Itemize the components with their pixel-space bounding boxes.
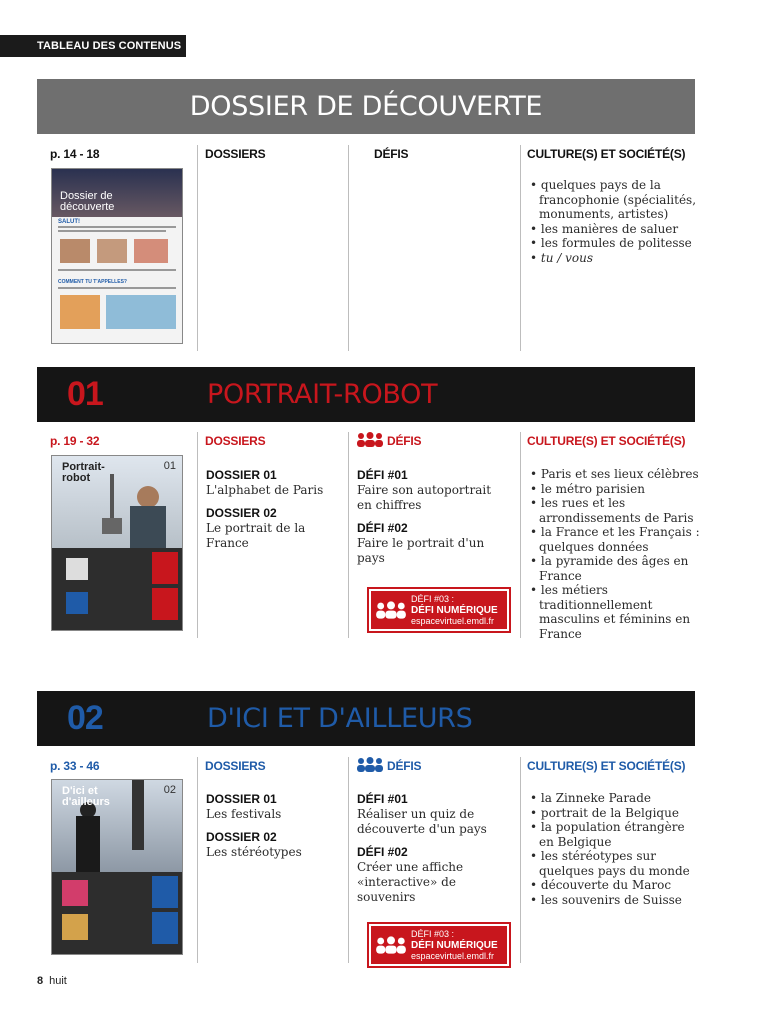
unit1-defi-numerique-button[interactable] <box>367 587 511 633</box>
discovery-culture-list <box>530 178 700 265</box>
defi-head: DÉFI #01 <box>357 468 408 482</box>
defi-head: DÉFI #02 <box>357 521 408 535</box>
unit2-dossiers-head: DOSSIERS <box>205 759 266 773</box>
unit1-banner <box>37 367 695 422</box>
page-number: 8 <box>37 975 44 987</box>
unit2-culture-list <box>530 791 700 907</box>
people-icon <box>356 432 384 447</box>
people-icon <box>375 599 407 621</box>
divider <box>348 145 349 351</box>
culture-item: • la population étrangère en Belgique <box>530 820 700 849</box>
discovery-pages: p. 14 - 18 <box>50 147 100 161</box>
unit2-dossiers <box>206 792 336 868</box>
cover-rappelles: COMMENT TU T'APPELLES? <box>58 279 127 285</box>
divider <box>348 757 349 963</box>
unit2-number: 02 <box>67 699 103 737</box>
culture-item: • découverte du Maroc <box>530 878 700 893</box>
divider <box>197 145 198 351</box>
unit1-dossiers-head: DOSSIERS <box>205 434 266 448</box>
discovery-culture-head: CULTURE(S) ET SOCIÉTÉ(S) <box>527 147 686 161</box>
numerique-line1: DÉFI #03 : <box>411 928 455 939</box>
divider <box>197 432 198 638</box>
page-footer <box>37 975 67 987</box>
culture-item: • les métiers traditionnellement masculins et féminins en France <box>530 583 700 641</box>
culture-item: • le métro parisien <box>530 482 700 497</box>
dossier-text: Les stéréotypes <box>206 845 302 859</box>
dossier-head: DOSSIER 01 <box>206 468 277 482</box>
numerique-link[interactable]: espacevirtuel.emdl.fr <box>411 950 495 961</box>
divider <box>197 757 198 963</box>
numerique-line1: DÉFI #03 : <box>411 593 455 604</box>
discovery-banner <box>37 79 695 134</box>
divider <box>520 145 521 351</box>
culture-item: • les souvenirs de Suisse <box>530 893 700 908</box>
culture-item: • portrait de la Belgique <box>530 806 700 821</box>
dossier-head: DOSSIER 01 <box>206 792 277 806</box>
divider <box>520 757 521 963</box>
unit2-banner <box>37 691 695 746</box>
unit1-title: PORTRAIT-ROBOT <box>207 379 438 410</box>
culture-item: • les rues et les arrondissements de Paris <box>530 496 700 525</box>
dossier-text: Le portrait de la France <box>206 521 306 550</box>
unit2-defis <box>357 792 497 913</box>
culture-item: • la France et les Français : quelques données <box>530 525 700 554</box>
defi-head: DÉFI #01 <box>357 792 408 806</box>
cover-title: Portrait-robot <box>62 461 105 484</box>
unit2-pages: p. 33 - 46 <box>50 759 100 773</box>
unit2-defi-numerique-button[interactable] <box>367 922 511 968</box>
numerique-line2: DÉFI NUMÉRIQUE <box>411 939 498 951</box>
people-icon <box>356 757 384 772</box>
unit1-culture-head: CULTURE(S) ET SOCIÉTÉ(S) <box>527 434 686 448</box>
unit1-culture-list <box>530 467 700 641</box>
unit2-cover <box>51 779 183 955</box>
cover-salut: SALUT! <box>58 219 80 225</box>
culture-item: • Paris et ses lieux célèbres <box>530 467 700 482</box>
cover-title: D'ici et d'ailleurs <box>62 785 110 808</box>
unit2-culture-head: CULTURE(S) ET SOCIÉTÉ(S) <box>527 759 686 773</box>
unit2-title: D'ICI ET D'AILLEURS <box>207 703 473 734</box>
discovery-dossiers-head: DOSSIERS <box>205 147 266 161</box>
dossier-head: DOSSIER 02 <box>206 506 277 520</box>
defis-label: DÉFIS <box>387 759 422 773</box>
unit1-pages: p. 19 - 32 <box>50 434 100 448</box>
defis-label: DÉFIS <box>387 434 422 448</box>
divider <box>348 432 349 638</box>
cover-title: Dossier de découverte <box>60 190 115 213</box>
numerique-line2: DÉFI NUMÉRIQUE <box>411 604 498 616</box>
culture-item: • la Zinneke Parade <box>530 791 700 806</box>
unit1-cover <box>51 455 183 631</box>
defi-text: Faire son autoportrait en chiffres <box>357 483 492 512</box>
culture-item: • les stéréotypes sur quelques pays du monde <box>530 849 700 878</box>
discovery-title: DOSSIER DE DÉCOUVERTE <box>189 91 543 122</box>
divider <box>520 432 521 638</box>
unit2-defis-head <box>356 757 421 773</box>
discovery-cover <box>51 168 183 344</box>
defi-text: Faire le portrait d'un pays <box>357 536 485 565</box>
defi-text: Réaliser un quiz de découverte d'un pays <box>357 807 487 836</box>
unit1-defis <box>357 468 507 574</box>
page-word: huit <box>49 975 67 987</box>
defi-head: DÉFI #02 <box>357 845 408 859</box>
dossier-text: L'alphabet de Paris <box>206 483 324 497</box>
culture-item: • les formules de politesse <box>530 236 700 251</box>
culture-item: • la pyramide des âges en France <box>530 554 700 583</box>
discovery-defis-head: DÉFIS <box>374 147 409 161</box>
unit1-defis-head <box>356 432 421 448</box>
culture-item: • les manières de saluer <box>530 222 700 237</box>
section-tag: TABLEAU DES CONTENUS <box>0 35 186 57</box>
unit1-dossiers <box>206 468 336 559</box>
unit1-number: 01 <box>67 375 103 413</box>
cover-number: 01 <box>163 460 176 472</box>
numerique-link[interactable]: espacevirtuel.emdl.fr <box>411 615 495 626</box>
dossier-text: Les festivals <box>206 807 282 821</box>
defi-text: Créer une affiche «interactive» de souvenirs <box>357 860 464 904</box>
dossier-head: DOSSIER 02 <box>206 830 277 844</box>
culture-item: • tu / vous <box>530 251 700 266</box>
cover-number: 02 <box>163 784 176 796</box>
culture-item: • quelques pays de la francophonie (spécialités, monuments, artistes) <box>530 178 700 222</box>
people-icon <box>375 934 407 956</box>
